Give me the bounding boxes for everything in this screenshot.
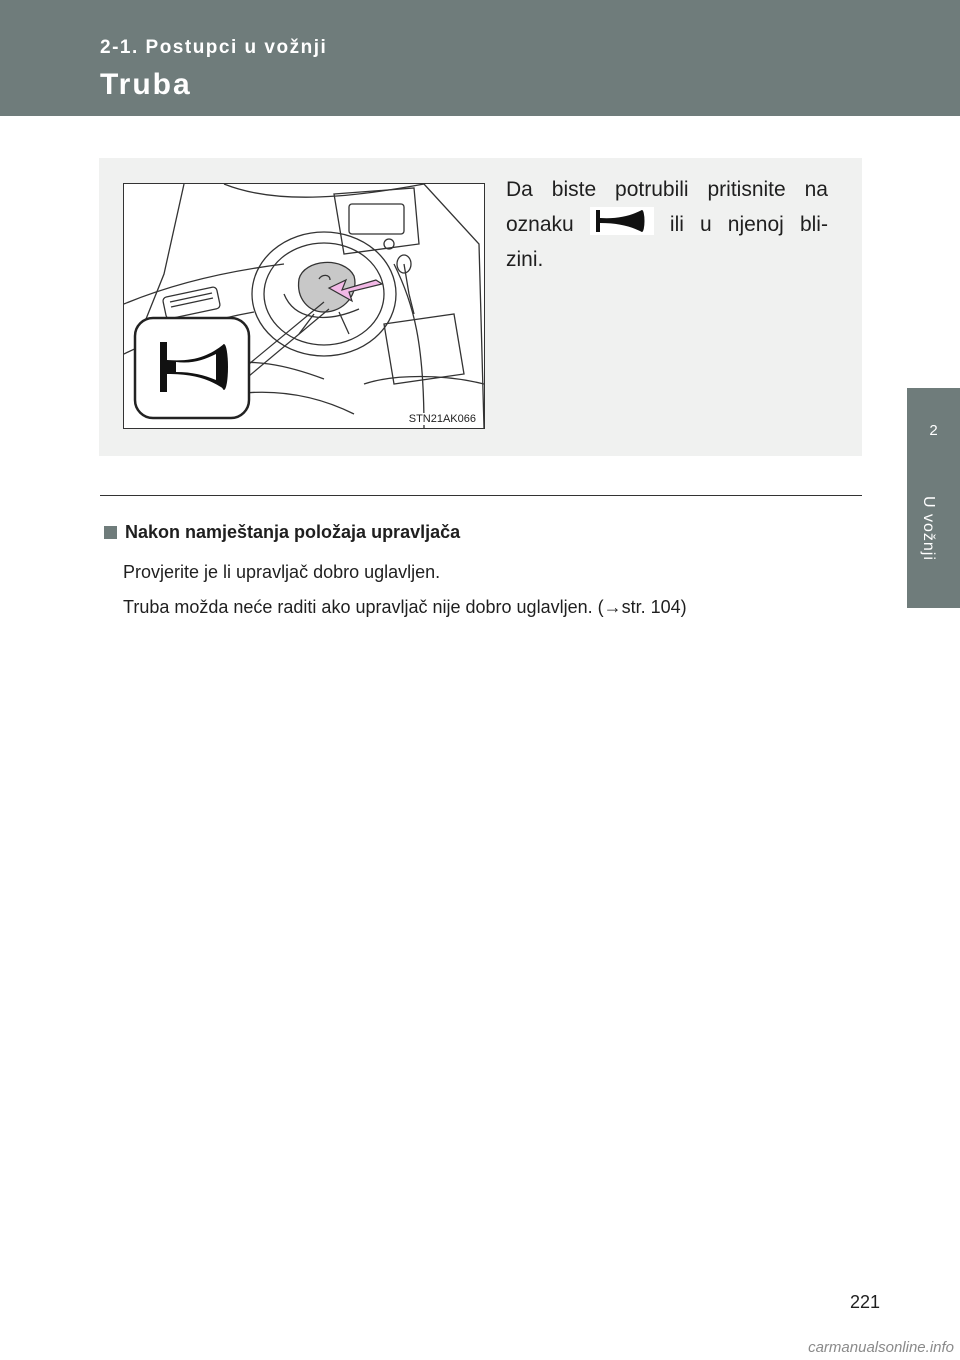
desc-word: u xyxy=(700,213,712,236)
desc-word: Da xyxy=(506,178,533,201)
desc-word: ili xyxy=(669,213,684,236)
chapter-number: 2 xyxy=(929,422,938,439)
note-line-2: Truba možda neće raditi ako upravljač nije dobro uglavljen. (→str. 104) xyxy=(123,597,687,617)
chapter-tab[interactable] xyxy=(907,388,960,608)
note-heading xyxy=(104,522,460,543)
page-number: 221 xyxy=(849,1292,880,1312)
desc-word: potrubili xyxy=(615,178,689,201)
note-line-1: Provjerite je li upravljač dobro uglavljen. xyxy=(123,562,441,582)
description xyxy=(506,172,828,277)
steering-wheel-illustration xyxy=(123,183,485,429)
desc-line-2 xyxy=(506,207,828,242)
divider xyxy=(100,495,862,496)
desc-word: biste xyxy=(551,178,597,201)
square-bullet-icon xyxy=(104,526,117,539)
page-title: Truba xyxy=(100,68,192,101)
desc-word: pritisnite xyxy=(707,178,786,201)
page-header xyxy=(0,0,960,116)
note-heading-text: Nakon namještanja položaja upravljača xyxy=(125,522,461,542)
desc-word: njenoj xyxy=(727,213,784,236)
desc-word: na xyxy=(804,178,828,201)
desc-line-1 xyxy=(506,172,828,207)
footer-watermark[interactable]: carmanualsonline.info xyxy=(808,1339,954,1356)
chapter-label: U vožnji xyxy=(920,496,937,561)
section-title: 2-1. Postupci u vožnji xyxy=(100,37,328,58)
dashboard-drawing xyxy=(124,184,484,428)
horn-icon xyxy=(590,207,654,235)
desc-word: oznaku xyxy=(506,213,574,236)
desc-line-3: zini. xyxy=(506,248,544,271)
desc-word: bli- xyxy=(799,213,828,236)
figure-code: STN21AK066 xyxy=(408,413,476,425)
